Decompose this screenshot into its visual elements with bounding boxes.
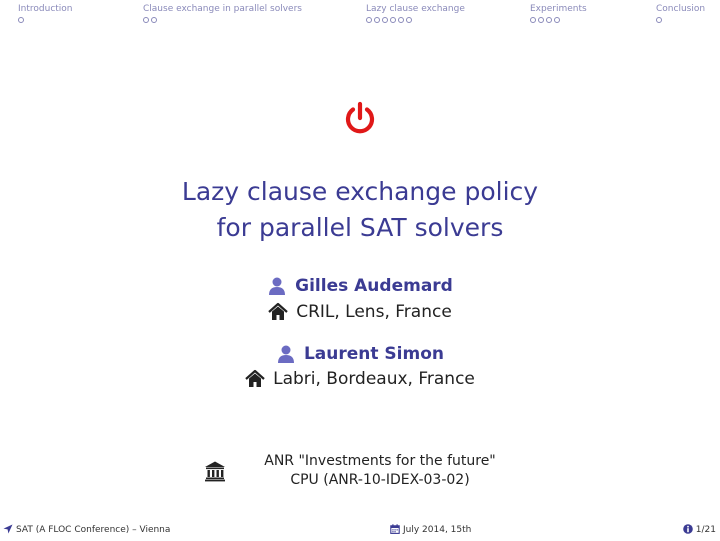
nav-section-label: Lazy clause exchange [366,4,465,14]
nav-slide-dot[interactable] [18,17,24,23]
nav-slide-dot[interactable] [554,17,560,23]
funding-block [204,452,524,492]
nav-slide-dot[interactable] [151,17,157,23]
nav-slide-dot[interactable] [143,17,149,23]
nav-section-dots [18,17,73,23]
nav-slide-dot[interactable] [390,17,396,23]
nav-section-label: Introduction [18,4,73,14]
nav-slide-dot[interactable] [366,17,372,23]
institution-icon [204,460,226,482]
nav-section-label: Conclusion [656,4,706,14]
nav-slide-dot[interactable] [406,17,412,23]
location-arrow-icon [3,524,13,534]
nav-section-label: Clause exchange in parallel solvers [143,4,302,14]
author-name: Gilles Audemard [295,276,453,296]
footer-page-number [683,524,716,535]
author-affiliation: Labri, Bordeaux, France [273,369,475,389]
funding-line-2: CPU (ANR-10-IDEX-03-02) [290,472,470,488]
nav-section-dots [656,17,705,23]
footer-date [390,524,471,535]
nav-section-dots [143,17,302,23]
nav-slide-dot[interactable] [530,17,536,23]
nav-section-lazy-clause-exchange[interactable] [366,4,465,23]
funding-text [246,452,514,490]
calendar-icon [390,524,400,534]
slide-title-line-2: for parallel SAT solvers [216,213,504,242]
footer-page-number-text: 1/21 [695,525,716,535]
funding-line-1: ANR "Investments for the future" [264,453,496,469]
affiliation-row [0,302,720,322]
home-icon [245,369,265,389]
nav-section-introduction[interactable] [18,4,73,23]
power-icon [343,101,377,135]
nav-section-conclusion[interactable] [656,4,705,23]
nav-section-clause-exchange[interactable] [143,4,302,23]
author-name: Laurent Simon [303,344,445,364]
nav-slide-dot[interactable] [656,17,662,23]
nav-section-dots [530,17,587,23]
footer-date-text: July 2014, 15th [403,525,472,535]
nav-slide-dot[interactable] [398,17,404,23]
author-affiliation: CRIL, Lens, France [296,302,452,322]
nav-section-experiments[interactable] [530,4,587,23]
nav-section-dots [366,17,465,23]
info-icon [683,524,693,534]
footer-conference-text: SAT (A FLOC Conference) – Vienna [16,525,171,535]
nav-slide-dot[interactable] [538,17,544,23]
user-icon [276,344,296,364]
author-row [0,276,720,296]
section-navigation [0,0,720,34]
slide-footer [0,519,720,539]
slide-title-line-1: Lazy clause exchange policy [181,177,539,206]
nav-slide-dot[interactable] [546,17,552,23]
home-icon [268,302,288,322]
author-row [0,344,720,364]
nav-section-label: Experiments [530,4,587,14]
user-icon [267,276,287,296]
affiliation-row [0,369,720,389]
nav-slide-dot[interactable] [382,17,388,23]
footer-conference [3,524,170,535]
nav-slide-dot[interactable] [374,17,380,23]
